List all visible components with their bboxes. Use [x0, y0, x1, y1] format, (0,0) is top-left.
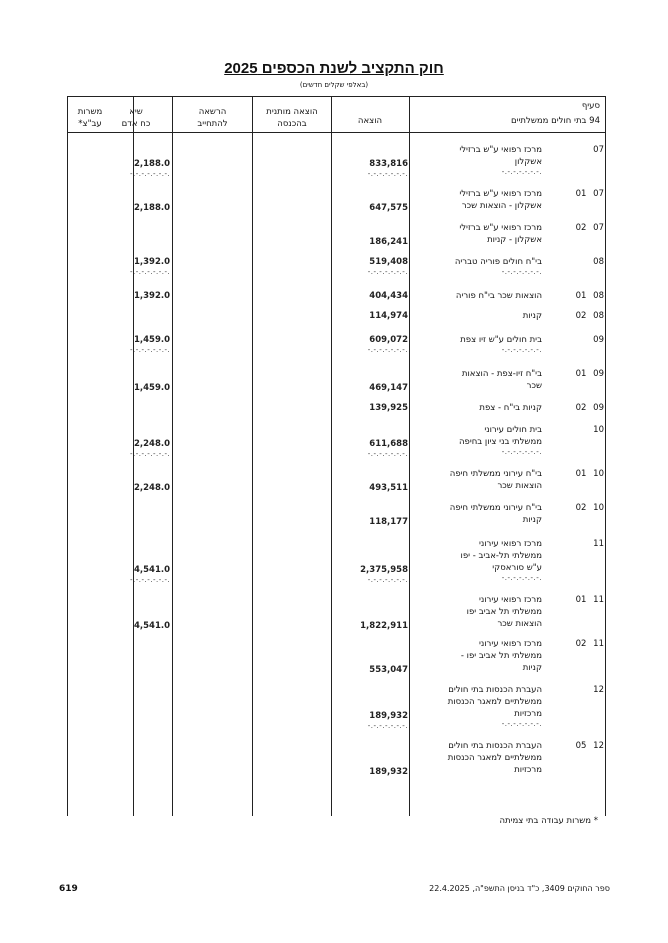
row-description: [414, 740, 542, 776]
row-description-line: הוצאות שכר בי"ח פוריה: [455, 291, 542, 301]
header-authorization-line1: הרשאה: [198, 107, 227, 117]
page-subtitle: (באלפי שקלים חדשים): [299, 81, 369, 89]
row-description-line: בית חולים עירוני: [484, 425, 542, 435]
row-expense-value: 609,072: [369, 335, 408, 345]
row-expense-value: 139,925: [369, 403, 408, 413]
header-section: [412, 100, 600, 127]
row-expense-value: 493,511: [369, 483, 408, 493]
row-description: [414, 402, 542, 414]
row-description-line: הוצאות שכר: [497, 481, 542, 491]
row-description: [414, 502, 542, 526]
row-staff-value: 2,248.0: [133, 483, 170, 493]
row-section-code: 09 02: [575, 403, 604, 413]
row-description-line: ממשלתיים למאגר הכנסות: [447, 697, 542, 707]
row-description: [414, 538, 542, 574]
publication-line: ספר החוקים 3409, כ"ד בניסן התשפ"ה, 22.4.2025: [429, 884, 610, 893]
header-positions: [68, 106, 112, 130]
row-expense-value: 519,408: [369, 257, 408, 267]
row-staff-value: 2,188.0: [133, 203, 170, 213]
table-top-border: [67, 96, 605, 97]
row-staff-value: 1,392.0: [133, 257, 170, 267]
row-expense-value: 611,688: [369, 439, 408, 449]
row-description: [414, 334, 542, 346]
row-description-line: מרכז רפואי ע"ש ברזילי: [459, 189, 542, 199]
row-section-code: 07 01: [575, 189, 604, 199]
row-description-line: מרכז רפואי עירוני: [478, 595, 542, 605]
row-description-line: מרכז רפואי עירוני: [478, 539, 542, 549]
row-expense-value: 1,822,911: [360, 621, 408, 631]
subtotal-rule: -.-.-.-.-.-.-.: [367, 722, 408, 730]
row-description-line: בי"ח עירוני ממשלתי חיפה: [449, 469, 542, 479]
row-staff-value: 4,541.0: [133, 621, 170, 631]
row-description-line: ממשלתי בני ציון בחיפה: [458, 437, 542, 447]
row-description-line: מרכז רפואי ע"ש ברזילי: [459, 145, 542, 155]
row-section-code: 10 01: [575, 469, 604, 479]
row-description-line: ע"ש סוראסקי: [492, 563, 542, 573]
header-authorization: [173, 106, 252, 130]
header-positions-line2: עב"צ*: [78, 119, 102, 129]
row-section-code: 12: [593, 685, 604, 695]
row-description: [414, 310, 542, 322]
row-expense-value: 118,177: [369, 517, 408, 527]
row-section-code: 08 02: [575, 311, 604, 321]
row-description-line: מרכז רפואי עירוני: [478, 639, 542, 649]
row-description-line: העברת הכנסות בתי חולים: [448, 741, 542, 751]
row-section-code: 07 02: [575, 223, 604, 233]
row-description-line: ממשלתי תל אביב יפו: [466, 607, 542, 617]
footnote: * משרות עבודה בתי צמיתה: [499, 816, 598, 826]
header-conditional-line2: בהכנסה: [277, 119, 307, 129]
row-description-line: אשקלון - קניות: [487, 235, 542, 245]
col-divider: [605, 96, 606, 816]
header-bottom-border: [67, 132, 605, 133]
row-description: [414, 684, 542, 720]
row-description-line: קניות: [522, 515, 542, 525]
page-number: 619: [59, 884, 78, 894]
row-description-line: ממשלתי תל אביב יפו -: [460, 651, 542, 661]
subtotal-rule: -.-.-.-.-.-.-.: [367, 346, 408, 354]
row-description-line: בי"ח זיו-צפת - הוצאות: [461, 369, 542, 379]
row-expense-value: 189,932: [369, 711, 408, 721]
subtotal-rule: -.-.-.-.-.-.-.: [367, 268, 408, 276]
row-expense-value: 404,434: [369, 291, 408, 301]
row-description: [414, 468, 542, 492]
row-expense-value: 553,047: [369, 665, 408, 675]
row-description-line: ממשלתי תל-אביב - יפו: [460, 551, 542, 561]
row-description-line: בי"ח חולים פוריה טבריה: [454, 257, 542, 267]
row-section-code: 10 02: [575, 503, 604, 513]
row-description: [414, 144, 542, 168]
subtotal-rule: -.-.-.-.-.-.-.: [130, 346, 170, 354]
header-conditional: [253, 106, 331, 130]
col-divider: [409, 96, 410, 816]
row-expense-value: 2,375,958: [360, 565, 408, 575]
row-section-code: 12 05: [575, 741, 604, 751]
row-description-line: מרכזיות: [514, 709, 542, 719]
row-description: [414, 256, 542, 268]
row-expense-value: 469,147: [369, 383, 408, 393]
header-section-top: סעיף: [581, 101, 600, 111]
subtotal-rule: -.-.-.-.-.-.-.: [367, 170, 408, 178]
row-description: [414, 188, 542, 212]
row-staff-value: 1,392.0: [133, 291, 170, 301]
row-description-line: ממשלתיים למאגר הכנסות: [447, 753, 542, 763]
row-description-line: מרכזיות: [514, 765, 542, 775]
row-description-line: העברת הכנסות בתי חולים: [448, 685, 542, 695]
row-description-line: קניות: [522, 311, 542, 321]
row-description-line: אשקלון - הוצאות שכר: [461, 201, 542, 211]
row-staff-value: 2,248.0: [133, 439, 170, 449]
row-section-code: 11 02: [575, 639, 604, 649]
row-description-line: הוצאות שכר: [497, 619, 542, 629]
subtotal-rule: -.-.-.-.-.-.-.: [501, 448, 542, 456]
row-expense-value: 186,241: [369, 237, 408, 247]
row-section-code: 11 01: [575, 595, 604, 605]
row-description: [414, 290, 542, 302]
row-expense-value: 114,974: [369, 311, 408, 321]
row-section-code: 10: [593, 425, 604, 435]
header-section-bottom: 94 בתי חולים ממשלתיים: [510, 116, 600, 126]
subtotal-rule: -.-.-.-.-.-.-.: [130, 170, 170, 178]
row-description-line: קניות בי"ח - צפת: [479, 403, 542, 413]
row-description: [414, 368, 542, 392]
header-staff-line2: כח אדם: [121, 119, 151, 129]
row-description: [414, 594, 542, 630]
header-positions-line1: משרות: [77, 107, 103, 117]
subtotal-rule: -.-.-.-.-.-.-.: [130, 268, 170, 276]
row-staff-value: 1,459.0: [133, 383, 170, 393]
subtotal-rule: -.-.-.-.-.-.-.: [130, 576, 170, 584]
row-section-code: 11: [593, 539, 604, 549]
subtotal-rule: -.-.-.-.-.-.-.: [367, 576, 408, 584]
row-section-code: 08: [593, 257, 604, 267]
col-divider: [252, 96, 253, 816]
row-description-line: אשקלון: [514, 157, 542, 167]
row-description-line: שכר: [526, 381, 542, 391]
row-section-code: 08 01: [575, 291, 604, 301]
row-section-code: 09 01: [575, 369, 604, 379]
col-divider: [67, 96, 68, 816]
row-description: [414, 638, 542, 674]
row-description-line: בי"ח עירוני ממשלתי חיפה: [449, 503, 542, 513]
row-expense-value: 833,816: [369, 159, 408, 169]
header-conditional-line1: הוצאה מותנית: [266, 107, 318, 117]
row-expense-value: 189,932: [369, 767, 408, 777]
col-divider: [331, 96, 332, 816]
row-description: [414, 424, 542, 448]
row-staff-value: 1,459.0: [133, 335, 170, 345]
row-section-code: 09: [593, 335, 604, 345]
header-staff-line1: שיא: [129, 107, 143, 117]
col-divider: [172, 96, 173, 816]
subtotal-rule: -.-.-.-.-.-.-.: [501, 720, 542, 728]
row-description-line: קניות: [522, 663, 542, 673]
row-staff-value: 2,188.0: [133, 159, 170, 169]
row-description-line: בית חולים ע"ש זיו צפת: [460, 335, 542, 345]
row-section-code: 07: [593, 145, 604, 155]
subtotal-rule: -.-.-.-.-.-.-.: [367, 450, 408, 458]
subtotal-rule: -.-.-.-.-.-.-.: [130, 450, 170, 458]
subtotal-rule: -.-.-.-.-.-.-.: [501, 574, 542, 582]
page-title: חוק התקציב לשנת הכספים 2025: [224, 60, 444, 77]
subtotal-rule: -.-.-.-.-.-.-.: [501, 168, 542, 176]
subtotal-rule: -.-.-.-.-.-.-.: [501, 268, 542, 276]
row-staff-value: 4,541.0: [133, 565, 170, 575]
row-description: [414, 222, 542, 246]
subtotal-rule: -.-.-.-.-.-.-.: [501, 346, 542, 354]
row-description-line: מרכז רפואי ע"ש ברזילי: [459, 223, 542, 233]
header-authorization-line2: להתחייב: [197, 119, 228, 129]
row-expense-value: 647,575: [369, 203, 408, 213]
header-expense: הוצאה: [357, 116, 383, 126]
